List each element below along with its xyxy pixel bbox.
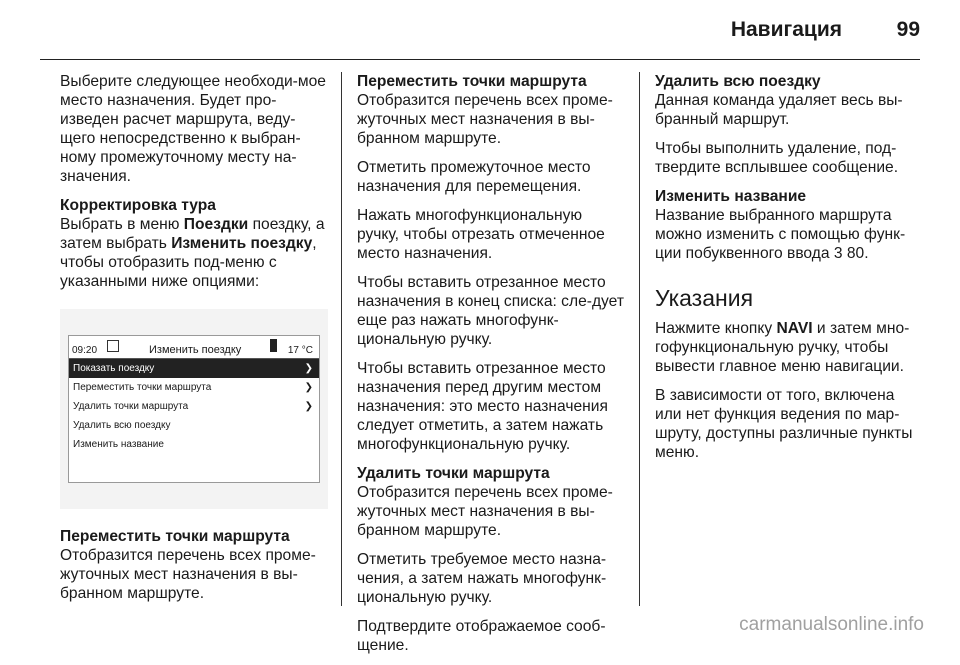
paragraph: Чтобы вставить отрезанное место назначения в конец списка: сле-дует еще раз нажать многофунк-циональную ручку.: [357, 274, 624, 348]
paragraph: Отметить промежуточное место назначения для перемещения.: [357, 159, 591, 195]
menu-item-delete-trip[interactable]: Удалить всю поездку: [73, 420, 171, 431]
page-reference-link[interactable]: 3 80.: [833, 245, 869, 262]
display-screen: [68, 335, 320, 483]
column-2: [357, 72, 625, 665]
paragraph: Выберите следующее необходи-мое место назначения. Будет про-изведен расчет маршрута, веду-щего непосредственно к выбран-ному промежуточному месту на-значения.: [60, 73, 326, 185]
paragraph: Переместить точки маршрута Отобразится перечень всех проме-жуточных мест назначения в вы-бранном маршруте.: [357, 72, 625, 148]
subheading: Корректировка тура: [60, 197, 216, 214]
thermometer-icon: [270, 339, 277, 352]
chevron-right-icon: ❯: [304, 363, 313, 374]
paragraph: Подтвердите отображаемое сооб-щение.: [357, 618, 606, 654]
subheading: Переместить точки маршрута: [60, 528, 290, 545]
chevron-right-icon: ❯: [304, 382, 313, 393]
subheading: Переместить точки маршрута: [357, 73, 587, 90]
paragraph: Удалить всю поездку Данная команда удаляет весь вы-бранный маршрут.: [655, 72, 925, 129]
subheading: Удалить всю поездку: [655, 73, 821, 90]
section-heading: Указания: [655, 285, 754, 311]
screen-title: Изменить поездку: [149, 344, 242, 356]
menu-item-rename[interactable]: Изменить название: [73, 439, 164, 450]
subheading: Изменить название: [655, 188, 807, 205]
header-divider: [40, 59, 920, 60]
menu-item-delete-points[interactable]: Удалить точки маршрута ❯: [69, 397, 319, 416]
paragraph: Корректировка тура Выбрать в меню Поездки поездку, а затем выбрать Изменить поездку, чтобы отобразить под-меню с указанными ниже опциями:: [60, 196, 328, 291]
paragraph: Удалить точки маршрута Отобразится перечень всех проме-жуточных мест назначения в вы-бранном маршруте.: [357, 464, 625, 540]
paragraph: Отметить требуемое место назна-чения, а затем нажать многофунк-циональную ручку.: [357, 551, 607, 606]
column-3: [655, 72, 925, 472]
paragraph: Чтобы выполнить удаление, под-твердите всплывшее сообщение.: [655, 140, 899, 176]
column-divider: [639, 72, 640, 606]
paragraph: В зависимости от того, включена или нет функция ведения по мар-шруту, доступны различные пункты меню.: [655, 387, 913, 461]
paragraph: Нажмите кнопку NAVI и затем мно-гофункциональную ручку, чтобы вывести главное меню навигации.: [655, 320, 910, 375]
page-number: 99: [896, 18, 920, 41]
chevron-right-icon: ❯: [304, 401, 313, 412]
page-header: [0, 0, 960, 58]
clock: 09:20: [72, 345, 98, 356]
paragraph: Нажать многофункциональную ручку, чтобы отрезать отмеченное место назначения.: [357, 207, 605, 262]
paragraph: Изменить название Название выбранного маршрута можно изменить с помощью функ-ции побуквенного ввода 3 80.: [655, 187, 925, 263]
navigation-icon: [107, 340, 119, 352]
watermark: carmanualsonline.info: [739, 614, 924, 635]
column-1: [60, 72, 328, 613]
screenshot-figure: [60, 309, 328, 509]
subheading: Удалить точки маршрута: [357, 465, 550, 482]
paragraph: Переместить точки маршрута Отобразится перечень всех проме-жуточных мест назначения в вы-бранном маршруте.: [60, 527, 328, 603]
menu-item-move-points[interactable]: Переместить точки маршрута ❯: [69, 378, 319, 397]
paragraph: Чтобы вставить отрезанное место назначения перед другим местом назначения: это место назначения следует отметить, а затем нажать многофункциональную ручку.: [357, 360, 608, 453]
temperature: 17 °C: [287, 345, 313, 356]
section-title: Навигация: [730, 18, 842, 41]
menu-item-show-trip[interactable]: Показать поездку ❯: [69, 359, 319, 378]
screen-status-bar: [69, 336, 319, 359]
column-divider: [341, 72, 342, 606]
